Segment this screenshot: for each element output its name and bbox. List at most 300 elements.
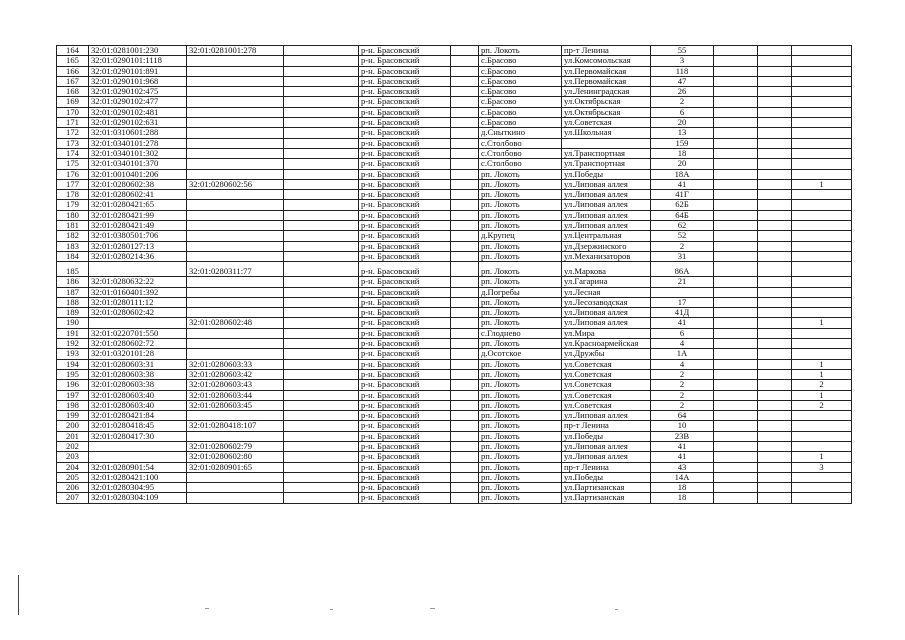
cadastral-number-cell: 32:01:0280602:72 <box>89 339 187 349</box>
house-number-cell: 41 <box>651 318 714 328</box>
street-cell: ул.Советская <box>562 390 651 400</box>
table-row <box>57 97 852 107</box>
district-cell: р-н. Брасовский <box>359 390 451 400</box>
blank-cell <box>284 190 359 200</box>
house-number-cell: 2 <box>651 400 714 410</box>
blank-cell <box>714 380 758 390</box>
cadastral-number-cell: 32:01:0290102:477 <box>89 97 187 107</box>
cadastral-number-cell: 32:01:0280214:36 <box>89 251 187 261</box>
blank-cell <box>451 221 479 231</box>
locality-cell: рп. Локоть <box>479 277 562 287</box>
blank-cell <box>714 339 758 349</box>
blank-cell <box>758 297 792 307</box>
blank-cell <box>714 452 758 462</box>
street-cell: ул.Липовая аллея <box>562 221 651 231</box>
cadastral-number-cell: 32:01:0280901:54 <box>89 462 187 472</box>
object-number-cell: 32:01:0280602:80 <box>187 452 284 462</box>
blank-cell <box>284 483 359 493</box>
blank-cell <box>451 441 479 451</box>
blank-cell <box>758 56 792 66</box>
blank-cell <box>284 262 359 277</box>
locality-cell: рп. Локоть <box>479 493 562 503</box>
table-row <box>57 200 852 210</box>
locality-cell: д.Осотское <box>479 349 562 359</box>
district-cell: р-н. Брасовский <box>359 66 451 76</box>
blank-cell <box>758 46 792 56</box>
table-row <box>57 431 852 441</box>
table-row <box>57 118 852 128</box>
object-number-cell <box>187 277 284 287</box>
row-number-cell: 171 <box>57 118 89 128</box>
house-number-cell: 1А <box>651 349 714 359</box>
scan-artifact <box>330 609 333 610</box>
table-row <box>57 441 852 451</box>
blank-cell <box>284 452 359 462</box>
blank-cell <box>714 76 758 86</box>
cadastral-number-cell: 32:01:0290101:891 <box>89 66 187 76</box>
table-row <box>57 159 852 169</box>
house-number-cell: 6 <box>651 328 714 338</box>
district-cell: р-н. Брасовский <box>359 400 451 410</box>
blank-cell <box>451 493 479 503</box>
blank-cell <box>451 251 479 261</box>
cadastral-number-cell: 32:01:0340101:278 <box>89 138 187 148</box>
blank-cell <box>714 328 758 338</box>
district-cell: р-н. Брасовский <box>359 483 451 493</box>
district-cell: р-н. Брасовский <box>359 148 451 158</box>
district-cell: р-н. Брасовский <box>359 128 451 138</box>
cadastral-number-cell: 32:01:0290102:631 <box>89 118 187 128</box>
count-cell <box>792 349 852 359</box>
street-cell: ул.Первомайская <box>562 66 651 76</box>
blank-cell <box>284 318 359 328</box>
scan-artifact <box>430 608 435 609</box>
house-number-cell: 2 <box>651 97 714 107</box>
blank-cell <box>714 421 758 431</box>
blank-cell <box>758 251 792 261</box>
locality-cell: рп. Локоть <box>479 411 562 421</box>
locality-cell: д.Погребы <box>479 287 562 297</box>
cadastral-number-cell: 32:01:0280603:38 <box>89 380 187 390</box>
blank-cell <box>758 231 792 241</box>
row-number-cell: 170 <box>57 107 89 117</box>
object-number-cell: 32:01:0281001:278 <box>187 46 284 56</box>
blank-cell <box>284 148 359 158</box>
house-number-cell: 2 <box>651 241 714 251</box>
blank-cell <box>714 169 758 179</box>
street-cell: ул.Мира <box>562 328 651 338</box>
blank-cell <box>758 200 792 210</box>
table-row <box>57 472 852 482</box>
district-cell: р-н. Брасовский <box>359 221 451 231</box>
street-cell: ул.Центральная <box>562 231 651 241</box>
blank-cell <box>451 76 479 86</box>
house-number-cell: 13 <box>651 128 714 138</box>
locality-cell: рп. Локоть <box>479 308 562 318</box>
district-cell: р-н. Брасовский <box>359 308 451 318</box>
blank-cell <box>451 483 479 493</box>
table-row <box>57 277 852 287</box>
row-number-cell: 199 <box>57 411 89 421</box>
row-number-cell: 169 <box>57 97 89 107</box>
count-cell <box>792 169 852 179</box>
blank-cell <box>451 241 479 251</box>
street-cell: ул.Партизанская <box>562 483 651 493</box>
blank-cell <box>451 200 479 210</box>
blank-cell <box>714 66 758 76</box>
blank-cell <box>451 411 479 421</box>
object-number-cell: 32:01:0280603:33 <box>187 359 284 369</box>
house-number-cell: 64 <box>651 411 714 421</box>
blank-cell <box>451 179 479 189</box>
object-number-cell <box>187 76 284 86</box>
house-number-cell: 18 <box>651 148 714 158</box>
street-cell: ул.Липовая аллея <box>562 308 651 318</box>
blank-cell <box>758 421 792 431</box>
locality-cell: с.Столбово <box>479 148 562 158</box>
street-cell: ул.Советская <box>562 118 651 128</box>
table-row <box>57 169 852 179</box>
blank-cell <box>284 369 359 379</box>
blank-cell <box>284 66 359 76</box>
count-cell <box>792 339 852 349</box>
blank-cell <box>284 431 359 441</box>
cadastral-number-cell: 32:01:0280421:99 <box>89 210 187 220</box>
locality-cell: рп. Локоть <box>479 169 562 179</box>
count-cell <box>792 66 852 76</box>
object-number-cell: 32:01:0280602:56 <box>187 179 284 189</box>
table-row <box>57 221 852 231</box>
street-cell <box>562 138 651 148</box>
object-number-cell <box>187 328 284 338</box>
blank-cell <box>451 87 479 97</box>
district-cell: р-н. Брасовский <box>359 87 451 97</box>
blank-cell <box>451 339 479 349</box>
object-number-cell: 32:01:0280418:107 <box>187 421 284 431</box>
blank-cell <box>758 262 792 277</box>
blank-cell <box>284 411 359 421</box>
table-row <box>57 46 852 56</box>
blank-cell <box>714 359 758 369</box>
object-number-cell <box>187 87 284 97</box>
district-cell: р-н. Брасовский <box>359 169 451 179</box>
street-cell: ул.Липовая аллея <box>562 318 651 328</box>
object-number-cell <box>187 483 284 493</box>
count-cell <box>792 107 852 117</box>
count-cell <box>792 297 852 307</box>
locality-cell: рп. Локоть <box>479 462 562 472</box>
row-number-cell: 174 <box>57 148 89 158</box>
object-number-cell <box>187 251 284 261</box>
count-cell <box>792 421 852 431</box>
house-number-cell: 14А <box>651 472 714 482</box>
count-cell: 1 <box>792 359 852 369</box>
count-cell <box>792 262 852 277</box>
table-row <box>57 462 852 472</box>
table-row <box>57 87 852 97</box>
blank-cell <box>714 308 758 318</box>
house-number-cell: 18 <box>651 483 714 493</box>
blank-cell <box>284 118 359 128</box>
street-cell: ул.Дружбы <box>562 349 651 359</box>
blank-cell <box>284 107 359 117</box>
house-number-cell: 64Б <box>651 210 714 220</box>
blank-cell <box>451 318 479 328</box>
cadastral-number-cell <box>89 318 187 328</box>
blank-cell <box>714 462 758 472</box>
blank-cell <box>451 297 479 307</box>
row-number-cell: 177 <box>57 179 89 189</box>
table-row <box>57 328 852 338</box>
object-number-cell <box>187 308 284 318</box>
house-number-cell: 41 <box>651 452 714 462</box>
cadastral-number-cell: 32:01:0281001:230 <box>89 46 187 56</box>
row-number-cell: 178 <box>57 190 89 200</box>
scan-edge-line <box>18 575 19 615</box>
blank-cell <box>758 107 792 117</box>
cadastral-number-cell: 32:01:0280632:22 <box>89 277 187 287</box>
count-cell <box>792 251 852 261</box>
cadastral-number-cell: 32:01:0280602:42 <box>89 308 187 318</box>
blank-cell <box>284 421 359 431</box>
blank-cell <box>284 359 359 369</box>
blank-cell <box>284 210 359 220</box>
district-cell: р-н. Брасовский <box>359 380 451 390</box>
district-cell: р-н. Брасовский <box>359 349 451 359</box>
house-number-cell: 41 <box>651 441 714 451</box>
cadastral-number-cell: 32:01:0280421:84 <box>89 411 187 421</box>
object-number-cell <box>187 349 284 359</box>
blank-cell <box>284 169 359 179</box>
blank-cell <box>714 262 758 277</box>
cadastral-number-cell: 32:01:0320101:28 <box>89 349 187 359</box>
object-number-cell <box>187 148 284 158</box>
district-cell: р-н. Брасовский <box>359 297 451 307</box>
cadastral-number-cell: 32:01:0340101:302 <box>89 148 187 158</box>
row-number-cell: 205 <box>57 472 89 482</box>
district-cell: р-н. Брасовский <box>359 200 451 210</box>
object-number-cell <box>187 339 284 349</box>
blank-cell <box>758 400 792 410</box>
blank-cell <box>451 369 479 379</box>
blank-cell <box>714 107 758 117</box>
district-cell: р-н. Брасовский <box>359 76 451 86</box>
blank-cell <box>714 46 758 56</box>
table-row <box>57 390 852 400</box>
blank-cell <box>758 359 792 369</box>
count-cell <box>792 328 852 338</box>
count-cell <box>792 287 852 297</box>
house-number-cell: 41Д <box>651 308 714 318</box>
locality-cell: с.Брасово <box>479 76 562 86</box>
blank-cell <box>714 411 758 421</box>
house-number-cell: 2 <box>651 369 714 379</box>
cadastral-number-cell: 32:01:0280418:45 <box>89 421 187 431</box>
locality-cell: д.Сныткино <box>479 128 562 138</box>
count-cell: 1 <box>792 452 852 462</box>
register-table-body <box>57 46 852 504</box>
blank-cell <box>714 231 758 241</box>
row-number-cell: 197 <box>57 390 89 400</box>
district-cell: р-н. Брасовский <box>359 441 451 451</box>
row-number-cell: 193 <box>57 349 89 359</box>
row-number-cell: 179 <box>57 200 89 210</box>
object-number-cell <box>187 493 284 503</box>
cadastral-number-cell: 32:01:0280603:40 <box>89 390 187 400</box>
blank-cell <box>714 210 758 220</box>
object-number-cell <box>187 107 284 117</box>
cadastral-number-cell: 32:01:0280602:38 <box>89 179 187 189</box>
blank-cell <box>284 380 359 390</box>
count-cell <box>792 431 852 441</box>
cadastral-number-cell <box>89 441 187 451</box>
table-row <box>57 421 852 431</box>
street-cell: ул.Первомайская <box>562 76 651 86</box>
blank-cell <box>758 287 792 297</box>
locality-cell: д.Крупец <box>479 231 562 241</box>
count-cell <box>792 159 852 169</box>
blank-cell <box>284 200 359 210</box>
blank-cell <box>451 148 479 158</box>
object-number-cell: 32:01:0280603:45 <box>187 400 284 410</box>
district-cell: р-н. Брасовский <box>359 138 451 148</box>
blank-cell <box>451 138 479 148</box>
blank-cell <box>451 169 479 179</box>
cadastral-number-cell: 32:01:0280111:12 <box>89 297 187 307</box>
blank-cell <box>451 66 479 76</box>
house-number-cell: 18 <box>651 493 714 503</box>
table-row <box>57 241 852 251</box>
district-cell: р-н. Брасовский <box>359 339 451 349</box>
count-cell <box>792 411 852 421</box>
cadastral-number-cell: 32:01:0280421:100 <box>89 472 187 482</box>
street-cell: пр-т Ленина <box>562 421 651 431</box>
cadastral-number-cell <box>89 262 187 277</box>
blank-cell <box>714 138 758 148</box>
table-row <box>57 190 852 200</box>
blank-cell <box>714 241 758 251</box>
row-number-cell: 204 <box>57 462 89 472</box>
blank-cell <box>284 241 359 251</box>
blank-cell <box>714 287 758 297</box>
object-number-cell <box>187 169 284 179</box>
blank-cell <box>451 452 479 462</box>
district-cell: р-н. Брасовский <box>359 421 451 431</box>
house-number-cell: 4 <box>651 339 714 349</box>
row-number-cell: 175 <box>57 159 89 169</box>
count-cell: 1 <box>792 318 852 328</box>
blank-cell <box>451 46 479 56</box>
locality-cell: с.Брасово <box>479 66 562 76</box>
blank-cell <box>284 493 359 503</box>
street-cell: ул.Липовая аллея <box>562 411 651 421</box>
blank-cell <box>284 349 359 359</box>
count-cell <box>792 56 852 66</box>
blank-cell <box>758 190 792 200</box>
locality-cell: рп. Локоть <box>479 179 562 189</box>
house-number-cell: 2 <box>651 380 714 390</box>
house-number-cell: 62Б <box>651 200 714 210</box>
cadastral-number-cell: 32:01:0160401:392 <box>89 287 187 297</box>
object-number-cell <box>187 190 284 200</box>
row-number-cell: 207 <box>57 493 89 503</box>
locality-cell: рп. Локоть <box>479 200 562 210</box>
blank-cell <box>284 138 359 148</box>
street-cell: ул.Механизаторов <box>562 251 651 261</box>
house-number-cell: 43 <box>651 462 714 472</box>
blank-cell <box>284 400 359 410</box>
street-cell: ул.Победы <box>562 431 651 441</box>
object-number-cell: 32:01:0280602:79 <box>187 441 284 451</box>
cadastral-number-cell: 32:01:0280603:31 <box>89 359 187 369</box>
count-cell: 3 <box>792 462 852 472</box>
blank-cell <box>758 411 792 421</box>
locality-cell: рп. Локоть <box>479 221 562 231</box>
blank-cell <box>714 369 758 379</box>
blank-cell <box>284 462 359 472</box>
table-row <box>57 128 852 138</box>
count-cell <box>792 118 852 128</box>
street-cell: ул.Советская <box>562 380 651 390</box>
cadastral-number-cell <box>89 452 187 462</box>
blank-cell <box>714 349 758 359</box>
row-number-cell: 203 <box>57 452 89 462</box>
cadastral-number-cell: 32:01:0290101:1118 <box>89 56 187 66</box>
object-number-cell: 32:01:0280603:44 <box>187 390 284 400</box>
district-cell: р-н. Брасовский <box>359 462 451 472</box>
district-cell: р-н. Брасовский <box>359 231 451 241</box>
table-row <box>57 66 852 76</box>
blank-cell <box>758 148 792 158</box>
district-cell: р-н. Брасовский <box>359 251 451 261</box>
locality-cell: рп. Локоть <box>479 380 562 390</box>
street-cell: ул.Комсомольская <box>562 56 651 66</box>
table-row <box>57 493 852 503</box>
cadastral-number-cell: 32:01:0010401:206 <box>89 169 187 179</box>
house-number-cell: 159 <box>651 138 714 148</box>
scan-artifact <box>615 609 618 610</box>
blank-cell <box>758 431 792 441</box>
blank-cell <box>714 390 758 400</box>
house-number-cell <box>651 287 714 297</box>
blank-cell <box>758 128 792 138</box>
blank-cell <box>758 462 792 472</box>
row-number-cell: 166 <box>57 66 89 76</box>
blank-cell <box>758 349 792 359</box>
street-cell: ул.Липовая аллея <box>562 441 651 451</box>
table-row <box>57 179 852 189</box>
table-row <box>57 76 852 86</box>
district-cell: р-н. Брасовский <box>359 452 451 462</box>
blank-cell <box>451 118 479 128</box>
blank-cell <box>451 462 479 472</box>
object-number-cell <box>187 297 284 307</box>
object-number-cell: 32:01:0280901:65 <box>187 462 284 472</box>
count-cell <box>792 441 852 451</box>
object-number-cell: 32:01:0280603:43 <box>187 380 284 390</box>
blank-cell <box>714 441 758 451</box>
cadastral-number-cell: 32:01:0310601:288 <box>89 128 187 138</box>
blank-cell <box>714 297 758 307</box>
blank-cell <box>451 107 479 117</box>
count-cell <box>792 97 852 107</box>
blank-cell <box>758 390 792 400</box>
blank-cell <box>714 277 758 287</box>
locality-cell: с.Брасово <box>479 97 562 107</box>
cadastral-number-cell: 32:01:0280421:65 <box>89 200 187 210</box>
count-cell <box>792 277 852 287</box>
table-row <box>57 359 852 369</box>
